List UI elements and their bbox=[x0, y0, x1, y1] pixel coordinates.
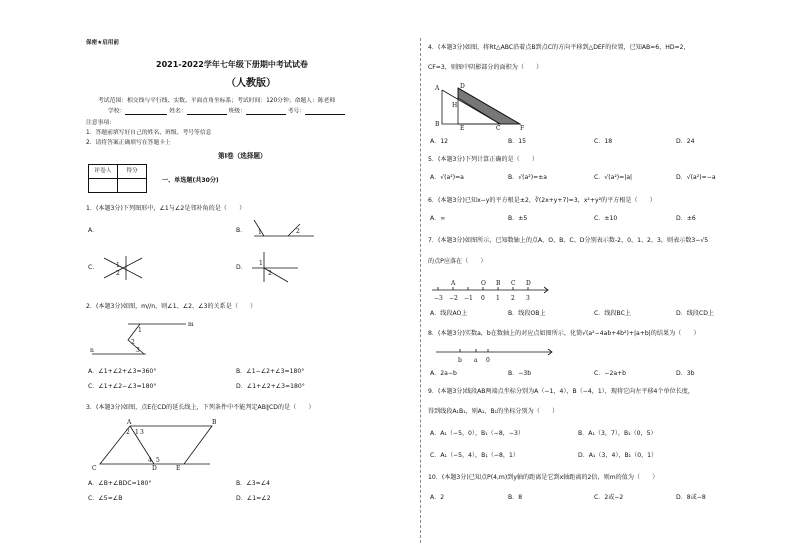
q6-option-d[interactable]: D．±6 bbox=[676, 215, 696, 222]
q9-stem-line2: 得到线段A₁B₁，则A₁、B₁的坐标分别为（ ） bbox=[428, 408, 559, 415]
q2-figure bbox=[90, 318, 200, 360]
q4-label-c: C bbox=[496, 125, 501, 132]
q1b-label-1: 1 bbox=[258, 229, 262, 236]
left-column bbox=[86, 0, 416, 550]
q4-label-d: D bbox=[460, 83, 465, 90]
q7-tick-neg3: −3 bbox=[434, 295, 443, 302]
class-blank[interactable] bbox=[246, 108, 286, 115]
q3-label-2: 2 bbox=[126, 429, 130, 436]
q7-point-c: C bbox=[511, 280, 516, 287]
q4-label-b: B bbox=[435, 121, 440, 128]
part-title: 第Ⅰ卷（选择题） bbox=[218, 152, 267, 160]
q4-option-a[interactable]: A．12 bbox=[430, 138, 449, 145]
q1-figure-c bbox=[102, 254, 146, 282]
q1-stem: 1．(本题3分)下列图形中，∠1与∠2是邻补角的是（ ） bbox=[86, 205, 246, 212]
q4-option-b[interactable]: B．15 bbox=[508, 138, 527, 145]
q10-option-b[interactable]: B．8 bbox=[508, 494, 523, 501]
q4-stem-line1: 4．(本题3分)如图，将Rt△ABC沿着点B到点C的方向平移到△DEF的位置，已知AB=6，HD=2， bbox=[428, 44, 690, 51]
q4-figure bbox=[432, 80, 532, 132]
q7-option-d[interactable]: D．线段CD上 bbox=[676, 310, 715, 317]
q3-label-3: 3 bbox=[140, 429, 144, 436]
q10-option-a[interactable]: A．2 bbox=[430, 494, 445, 501]
q4-label-a: A bbox=[435, 85, 440, 92]
q1-option-a[interactable]: A． bbox=[88, 227, 99, 234]
q7-tick-neg2: −2 bbox=[449, 295, 458, 302]
q10-option-d[interactable]: D．8或−8 bbox=[676, 494, 706, 501]
q5-option-d[interactable]: D．√(a²)=−a bbox=[676, 174, 716, 181]
q2-option-c[interactable]: C．∠1+∠2−∠3=180° bbox=[88, 383, 157, 390]
q9-option-c[interactable]: C．A₁（−5，4），B₁（−8，1） bbox=[430, 452, 519, 459]
score-table bbox=[88, 164, 147, 193]
notes-heading: 注意事项： bbox=[86, 120, 115, 126]
q4-label-f: F bbox=[520, 125, 525, 132]
q3-label-c: C bbox=[92, 465, 97, 472]
q4-label-e: E bbox=[460, 125, 465, 132]
q1-option-b[interactable]: B． bbox=[236, 227, 247, 234]
score-table-cell-grader[interactable] bbox=[89, 179, 118, 193]
q3-option-a[interactable]: A．∠B+∠BDC=180° bbox=[88, 480, 152, 487]
q3-label-a: A bbox=[127, 419, 132, 426]
q8-label-a: a bbox=[474, 357, 478, 364]
q2-label-m: m bbox=[188, 321, 194, 328]
q8-option-d[interactable]: D．3b bbox=[676, 370, 695, 377]
q1c-label-1: 1 bbox=[116, 262, 120, 269]
q2-label-n: n bbox=[90, 347, 94, 354]
q8-number-line bbox=[434, 344, 554, 364]
notes-item-1: 1．答题前填写好自己的姓名、班级、考号等信息 bbox=[86, 130, 212, 136]
q6-option-b[interactable]: B．±5 bbox=[508, 215, 528, 222]
q6-stem: 6．(本题3分)已知x−y的平方根是±2，∛(2x+y+7)=3，x²+y²的平方根是（ ） bbox=[428, 197, 656, 204]
number-blank[interactable] bbox=[305, 108, 345, 115]
q8-stem: 8．(本题3分)实数a，b在数轴上的对应点如图所示，化简√(a²−4ab+4b²)+|a+b|的结果为（ ） bbox=[428, 330, 700, 337]
q2-option-d[interactable]: D．∠1+∠2+∠3=180° bbox=[236, 383, 305, 390]
q8-option-c[interactable]: C．−2a+b bbox=[594, 370, 627, 377]
q3-label-1: 1 bbox=[135, 429, 139, 436]
q3-option-b[interactable]: B．∠3=∠4 bbox=[236, 480, 271, 487]
q1-option-c[interactable]: C． bbox=[88, 264, 99, 271]
q7-option-b[interactable]: B．线段OB上 bbox=[508, 310, 546, 317]
school-blank[interactable] bbox=[125, 108, 167, 115]
q2-label-2: 2 bbox=[131, 339, 135, 346]
q9-option-b[interactable]: B．A₁（3，7），B₁（0，5） bbox=[578, 430, 657, 437]
q3-label-e: E bbox=[176, 465, 181, 472]
exam-subtitle: （人教版） bbox=[226, 78, 276, 89]
q4-stem-line2: CF=3，则图中阴影部分的面积为（ ） bbox=[428, 64, 543, 71]
q4-label-h: H bbox=[452, 102, 458, 109]
q7-point-d: D bbox=[526, 280, 531, 287]
q4-option-d[interactable]: D．24 bbox=[676, 138, 695, 145]
q7-tick-1: 1 bbox=[496, 295, 500, 302]
q1d-label-1: 1 bbox=[259, 260, 263, 267]
q7-point-a: A bbox=[451, 280, 456, 287]
q10-stem: 10．(本题3分)已知点P(4,m)到y轴的距离是它到x轴距离的2倍，则m的值为（ ） bbox=[428, 474, 659, 481]
q2-stem: 2．(本题3分)如图，m//n，则∠1、∠2、∠3的关系是（ ） bbox=[86, 303, 257, 310]
q5-option-a[interactable]: A．√(a²)=a bbox=[430, 174, 464, 181]
q7-point-b: B bbox=[496, 280, 501, 287]
q7-tick-neg1: −1 bbox=[464, 295, 473, 302]
q6-option-a[interactable]: A．∞ bbox=[430, 215, 446, 222]
column-divider bbox=[420, 38, 421, 543]
q5-option-b[interactable]: B．√(a²)=±a bbox=[508, 174, 548, 181]
q2-label-3: 3 bbox=[136, 347, 140, 354]
score-table-header-grader: 评卷人 bbox=[89, 165, 118, 179]
student-info-fields bbox=[108, 108, 345, 115]
q3-option-d[interactable]: D．∠1=∠2 bbox=[236, 495, 271, 502]
q7-tick-0: 0 bbox=[481, 295, 485, 302]
secret-label: 保密★启用前 bbox=[86, 40, 119, 46]
q3-label-d: D bbox=[152, 465, 157, 472]
q8-label-0: 0 bbox=[486, 357, 490, 364]
q7-stem-line2: 的点P应落在（ ） bbox=[428, 258, 487, 265]
exam-title: 2021-2022学年七年级下册期中考试试卷 bbox=[156, 60, 308, 69]
q5-option-c[interactable]: C．√(a²)=|a| bbox=[594, 174, 633, 181]
q7-tick-3: 3 bbox=[526, 295, 530, 302]
q7-option-a[interactable]: A．线段AO上 bbox=[430, 310, 468, 317]
q7-option-c[interactable]: C．线段BC上 bbox=[594, 310, 631, 317]
q8-option-a[interactable]: A．2a−b bbox=[430, 370, 457, 377]
q1d-label-2: 2 bbox=[268, 270, 272, 277]
name-blank[interactable] bbox=[187, 108, 227, 115]
q10-option-c[interactable]: C．2或−2 bbox=[594, 494, 624, 501]
number-label: 考号： bbox=[287, 108, 306, 115]
q4-option-c[interactable]: C．18 bbox=[594, 138, 613, 145]
q1-figure-b bbox=[248, 218, 318, 242]
right-column bbox=[428, 0, 728, 550]
school-label: 学校： bbox=[108, 108, 126, 115]
class-label: 班级： bbox=[228, 108, 246, 115]
q1-option-d[interactable]: D． bbox=[236, 264, 247, 271]
score-table-header-score: 得分 bbox=[118, 165, 147, 179]
q3-option-c[interactable]: C．∠5=∠B bbox=[88, 495, 123, 502]
q1-figure-d bbox=[252, 250, 302, 284]
q9-stem-line1: 9．(本题3分)线段AB两端点坐标分别为A（−1，4），B（−4，1），现将它向左平移4个单位长度， bbox=[428, 388, 694, 395]
q1c-label-2: 2 bbox=[116, 270, 120, 277]
exam-scope: 考试范围：相交线与平行线、实数、平面直角坐标系；考试时间：120分钟；命题人：陈老师 bbox=[98, 98, 336, 104]
q3-label-b: B bbox=[212, 419, 217, 426]
q8-label-b: b bbox=[458, 357, 462, 364]
name-label: 姓名： bbox=[169, 108, 187, 115]
section-title: 一、单选题(共30分) bbox=[162, 177, 219, 184]
q1b-label-2: 2 bbox=[296, 228, 300, 235]
q6-option-c[interactable]: C．±10 bbox=[594, 215, 618, 222]
q7-tick-2: 2 bbox=[511, 295, 515, 302]
score-table-cell-score[interactable] bbox=[118, 179, 147, 193]
q2-option-b[interactable]: B．∠1−∠2+∠3=180° bbox=[236, 368, 305, 375]
q9-option-a[interactable]: A．A₁（−5，0），B₁（−8，−3） bbox=[430, 430, 524, 437]
q7-stem-line1: 7．(本题3分)如图所示，已知数轴上的点A、O、B、C、D分别表示数-2、0、1、2、3，则表示数3−√5 bbox=[428, 237, 709, 244]
q2-option-a[interactable]: A．∠1+∠2+∠3=360° bbox=[88, 368, 157, 375]
q9-option-d[interactable]: D．A₁（3，4），B₁（0，1） bbox=[578, 452, 658, 459]
q5-stem: 5．(本题3分)下列计算正确的是（ ） bbox=[428, 156, 539, 163]
notes-item-2: 2．请将答案正确填写在答题卡上 bbox=[86, 140, 171, 146]
q3-stem: 3．(本题3分)如图，点E在CD的延长线上，下列条件中不能判定AB∥CD的是（ ） bbox=[86, 404, 315, 411]
q8-option-b[interactable]: B．−3b bbox=[508, 370, 532, 377]
q7-number-line bbox=[430, 276, 550, 304]
q7-point-o: O bbox=[481, 280, 486, 287]
q3-label-5: 5 bbox=[156, 457, 160, 464]
q2-label-1: 1 bbox=[138, 327, 142, 334]
q3-figure bbox=[90, 418, 218, 472]
q3-label-4: 4 bbox=[148, 457, 152, 464]
